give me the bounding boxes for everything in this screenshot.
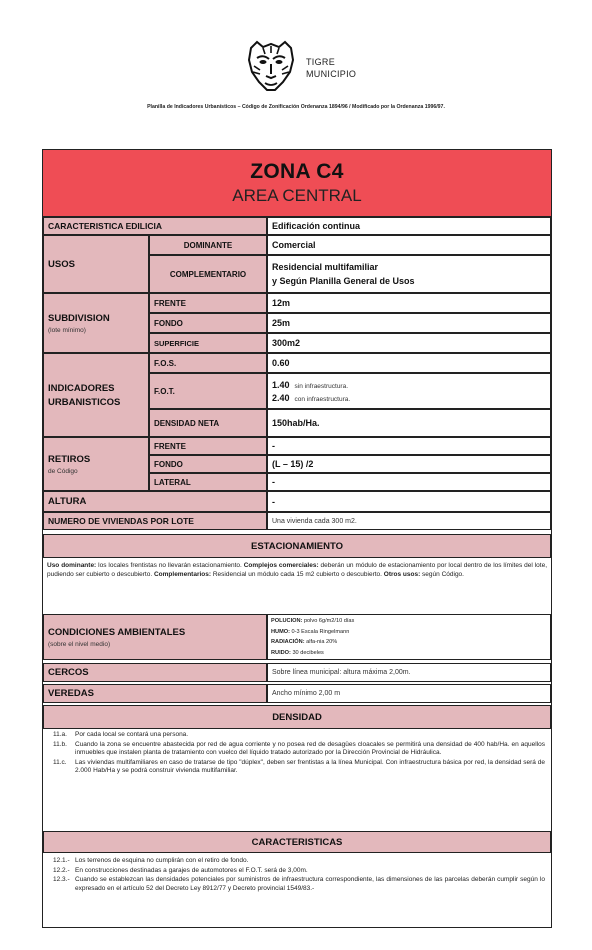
- list-item: [53, 867, 545, 876]
- estacionamiento-header: ESTACIONAMIENTO: [43, 534, 551, 558]
- polucion-label: POLUCION:: [271, 618, 303, 624]
- ruido-row: [271, 648, 550, 659]
- retiros-fondo-value: (L – 15) /2: [267, 455, 551, 473]
- brand-line-1: TIGRE: [306, 57, 336, 67]
- dominante-label: DOMINANTE: [149, 235, 267, 255]
- complementario-value: [267, 255, 551, 293]
- retiros-lateral-value: -: [267, 473, 551, 491]
- est-text-otros: según Código.: [420, 570, 464, 578]
- polucion-row: [271, 616, 550, 627]
- caracteristicas-list: [53, 857, 545, 894]
- zone-title-box: [43, 150, 551, 217]
- subdivision-note: (lote mínimo): [48, 326, 86, 334]
- complementario-value-line1: Residencial multifamiliar: [272, 262, 379, 272]
- radiacion-row: [271, 637, 550, 648]
- item-text: Por cada local se contará una persona.: [75, 731, 189, 738]
- caracteristica-label: CARACTERISTICA EDILICIA: [43, 217, 267, 235]
- indicadores-label-1: INDICADORES: [48, 382, 115, 394]
- caracteristica-value: Edificación continua: [267, 217, 551, 235]
- subdivision-frente-label: FRENTE: [149, 293, 267, 313]
- complementario-label: COMPLEMENTARIO: [149, 255, 267, 293]
- zone-sheet: [42, 149, 552, 928]
- list-item: [53, 876, 545, 893]
- est-label-complejos: Complejos comerciales:: [243, 562, 319, 569]
- item-number: 11.c.: [53, 758, 67, 766]
- zone-name: ZONA C4: [250, 160, 344, 183]
- est-label-otros: Otros usos:: [383, 570, 421, 578]
- document-subtitle: Planilla de Indicadores Urbanísticos – Código de Zonificación Ordenanza 1894/96 / Modificado por la Ordenanza 1996/97.: [147, 104, 445, 110]
- altura-value: -: [267, 491, 551, 512]
- subdivision-frente-value: 12m: [267, 293, 551, 313]
- fot2-note: con infraestructura.: [294, 395, 351, 403]
- item-number: 12.3.-: [53, 876, 70, 883]
- caracteristicas-header: CARACTERISTICAS: [43, 831, 551, 853]
- veredas-label: VEREDAS: [43, 684, 267, 703]
- brand-line-2: MUNICIPIO: [306, 69, 357, 79]
- retiros-label-cell: [43, 437, 149, 491]
- municipio-logo: [243, 38, 393, 94]
- dominante-value: Comercial: [267, 235, 551, 255]
- subdivision-label: SUBDIVISION: [48, 312, 110, 324]
- viviendas-value: Una vivienda cada 300 m2.: [267, 512, 551, 530]
- retiros-fondo-label: FONDO: [149, 455, 267, 473]
- subdivision-fondo-label: FONDO: [149, 313, 267, 333]
- ruido-value: 30 decibeles: [290, 649, 324, 656]
- item-text: Cuando la zona se encuentre abastecida por red de agua corriente y no posea red de desagües cloacales se permitirá una densidad de 400 hab/Ha. en aquellos inmuebles que instalen planta de tratamiento con vuelco del líquido tratado autorizado por la Dirección Provincial de Hidráulica.: [75, 740, 545, 756]
- densidad-neta-label: DENSIDAD NETA: [149, 409, 267, 437]
- zone-area: AREA CENTRAL: [232, 186, 362, 205]
- fot-value: [267, 373, 551, 409]
- item-number: 12.1.-: [53, 857, 70, 864]
- cercos-label: CERCOS: [43, 663, 267, 682]
- complementario-value-line2: y Según Planilla General de Usos: [272, 276, 415, 286]
- subdivision-fondo-value: 25m: [267, 313, 551, 333]
- item-text: En construcciones destinadas a garajes de automotores el F.O.T. será de 3,00m.: [75, 866, 308, 874]
- retiros-frente-label: FRENTE: [149, 437, 267, 455]
- humo-row: [271, 627, 550, 638]
- fos-value: 0.60: [267, 353, 551, 373]
- retiros-note: de Código: [48, 467, 78, 475]
- retiros-label: RETIROS: [48, 453, 91, 465]
- item-text: Los terrenos de esquina no cumplirán con el retiro de fondo.: [75, 857, 249, 864]
- est-text-dominante: los locales frentistas no llevarán estacionamiento.: [96, 562, 244, 569]
- humo-value: 0-3 Escala Ringelmann: [289, 628, 350, 635]
- indicadores-label-cell: [43, 353, 149, 437]
- viviendas-label: NUMERO DE VIVIENDAS POR LOTE: [43, 512, 267, 530]
- item-number: 12.2.-: [53, 866, 70, 874]
- item-text: Las viviendas multifamiliares en caso de tratarse de tipo "dúplex", deben ser frentistas a la línea Municipal. Con infraestructura básica por red, la densidad será de 2.000 Hab/Ha y se podrá construir vivienda multifamiliar.: [75, 758, 545, 774]
- est-text-complementarios: Residencial un módulo cada 15 m2 cubierto o descubierto.: [211, 570, 384, 578]
- list-item: [53, 759, 545, 776]
- cercos-value: Sobre línea municipal: altura máxima 2,00m.: [267, 663, 551, 682]
- densidad-header: DENSIDAD: [43, 705, 551, 729]
- est-label-dominante: Uso dominante:: [47, 562, 97, 569]
- estacionamiento-text: [47, 562, 547, 579]
- retiros-lateral-label: LATERAL: [149, 473, 267, 491]
- indicadores-label-2: URBANISTICOS: [48, 396, 121, 408]
- subdivision-superficie-value: 300m2: [267, 333, 551, 353]
- subdivision-superficie-label: SUPERFICIE: [149, 333, 267, 353]
- condiciones-label-cell: [43, 614, 267, 660]
- radiacion-label: RADIACIÓN:: [271, 639, 305, 645]
- item-number: 11.a.: [53, 731, 67, 738]
- densidad-neta-value: 150hab/Ha.: [267, 409, 551, 437]
- polucion-value: polvo 6g/m2/10 días: [302, 618, 355, 624]
- ruido-label: RUIDO:: [271, 649, 291, 656]
- fot-line-2: [272, 393, 550, 403]
- list-item: [53, 731, 545, 740]
- item-number: 11.b.: [53, 740, 67, 748]
- veredas-value: Ancho mínimo 2,00 m: [267, 684, 551, 703]
- list-item: [53, 741, 545, 758]
- fos-label: F.O.S.: [149, 353, 267, 373]
- list-item: [53, 857, 545, 866]
- densidad-list: [53, 731, 545, 777]
- condiciones-note: (sobre el nivel medio): [48, 640, 111, 648]
- radiacion-value: alfa-nia 20%: [304, 639, 338, 645]
- condiciones-values: [267, 614, 551, 660]
- usos-label: USOS: [43, 235, 149, 293]
- fot1-value: 1.40: [272, 379, 290, 390]
- fot-label: F.O.T.: [149, 373, 267, 409]
- retiros-frente-value: -: [267, 437, 551, 455]
- est-text-complejos: deberán un módulo de estacionamiento por local dentro de los límites del lote, pudiendo ser cubierto o descubierto.: [47, 562, 547, 578]
- fot2-value: 2.40: [272, 392, 290, 403]
- condiciones-label: CONDICIONES AMBIENTALES: [48, 626, 186, 638]
- humo-label: HUMO:: [271, 628, 290, 635]
- fot1-note: sin infraestructura.: [294, 382, 349, 390]
- altura-label: ALTURA: [43, 491, 267, 512]
- item-text: Cuando se establezcan las densidades potenciales por suministros de infraestructura correspondiente, las dimensiones de las parcelas deberán cumplir según lo expresado en el artículo 52 del Decreto Ley 8912/77 y Decreto provincial 1549/83.-: [75, 876, 545, 892]
- est-label-complementarios: Complementarios:: [153, 570, 212, 578]
- tiger-logo-icon: [243, 38, 299, 94]
- subdivision-label-cell: [43, 293, 149, 353]
- brand-text: [306, 56, 356, 80]
- fot-line-1: [272, 380, 550, 390]
